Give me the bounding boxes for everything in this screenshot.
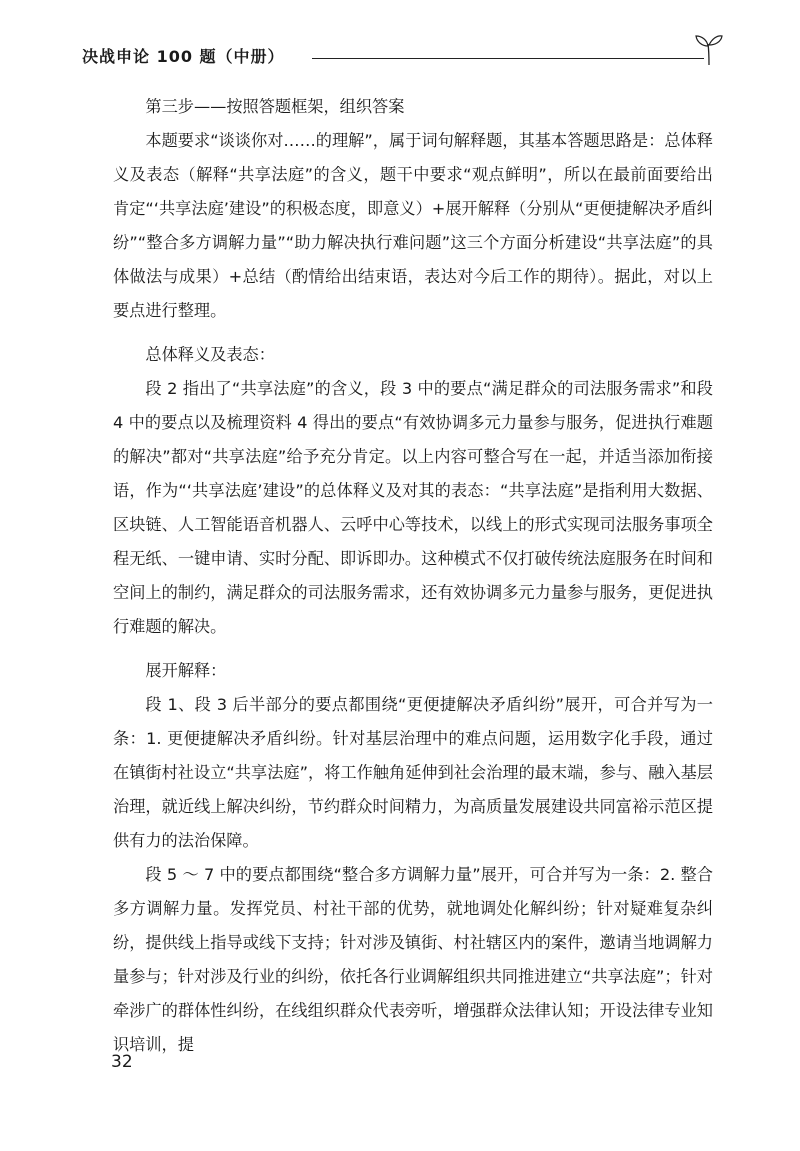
sprout-icon (694, 32, 724, 66)
section-label-overall: 总体释义及表态： (145, 345, 275, 364)
header-rule (312, 58, 704, 59)
page-number: 32 (111, 1052, 133, 1072)
explain-paragraph-1: 段 1、段 3 后半部分的要点都围绕“更便捷解决矛盾纠纷”展开，可合并写为一条：1. 更便捷解决矛盾纠纷。针对基层治理中的难点问题，运用数字化手段，通过在镇街村社设立“共享法庭”，将工作触角延伸到社会治理的最末端，参与、融入基层治理，就近线上解决纠纷，节约群众时间精力，为高质量发展建设共同富裕示范区提供有力的法治保障。 (113, 695, 713, 850)
section-label-explain: 展开解释： (145, 661, 227, 680)
explain-paragraph-2: 段 5 ～ 7 中的要点都围绕“整合多方调解力量”展开，可合并写为一条：2. 整合多方调解力量。发挥党员、村社干部的优势，就地调处化解纠纷；针对疑难复杂纠纷，提供线上指导或线下支持；针对涉及镇街、村社辖区内的案件，邀请当地调解力量参与；针对涉及行业的纠纷，依托各行业调解组织共同推进建立“共享法庭”；针对牵涉广的群体性纠纷，在线组织群众代表旁听，增强群众法律认知；开设法律专业知识培训，提 (113, 865, 713, 1054)
book-title: 决战申论 100 题（中册） (82, 47, 285, 66)
page-body (113, 90, 713, 1062)
step-heading: 第三步——按照答题框架，组织答案 (145, 97, 405, 116)
overall-paragraph: 段 2 指出了“共享法庭”的含义，段 3 中的要点“满足群众的司法服务需求”和段 4 中的要点以及梳理资料 4 得出的要点“有效协调多元力量参与服务，促进执行难题的解决”都对“共享法庭”给予充分肯定。以上内容可整合写在一起，并适当添加衔接语，作为“‘共享法庭’建设”的总体释义及对其的表态：“共享法庭”是指利用大数据、区块链、人工智能语音机器人、云呼中心等技术，以线上的形式实现司法服务事项全程无纸、一键申请、实时分配、即诉即办。这种模式不仅打破传统法庭服务在时间和空间上的制约，满足群众的司法服务需求，还有效协调多元力量参与服务，更促进执行难题的解决。 (113, 379, 713, 636)
intro-paragraph: 本题要求“谈谈你对……的理解”，属于词句解释题，其基本答题思路是：总体释义及表态（解释“共享法庭”的含义，题干中要求“观点鲜明”，所以在最前面要给出肯定“‘共享法庭’建设”的积极态度，即意义）+展开解释（分别从“更便捷解决矛盾纠纷”“整合多方调解力量”“助力解决执行难问题”这三个方面分析建设“共享法庭”的具体做法与成果）+总结（酌情给出结束语，表达对今后工作的期待）。据此，对以上要点进行整理。 (113, 131, 713, 320)
running-header (82, 40, 722, 70)
